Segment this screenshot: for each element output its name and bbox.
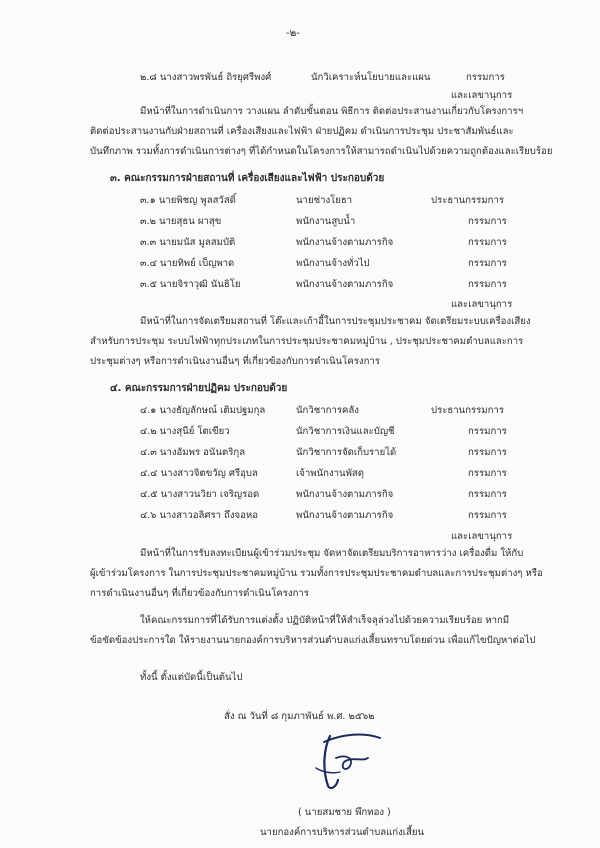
signer-name: ( นายสมชาย พึกทอง ) <box>298 807 391 818</box>
duty-paragraph-3: มีหน้าที่ในการจัดเตรียมสถานที่ โต๊ะและเก้าอี้ในการประชุมประชาคม จัดเตรียมระบบเครื่องเสียง สำหรับการประชุม ระบบไฟฟ้าทุกประเภทในการประชุมประชาคมหมู่บ้าน , ประชุมประชาคมตำบลและการ ประชุมต่างๆ หรือการดำเนินงานอื่นๆ ที่เกี่ยวข้องกับการดำเนินโครงการ <box>90 316 531 367</box>
member-row: ๔.๖ นางสาวอลิศรา ถึงจอหอ พนักงานจ้างตามภารกิจ กรรมการ <box>140 510 507 521</box>
member-role-secretary: และเลขานุการ <box>451 90 513 101</box>
order-date: สั่ง ณ วันที่ ๘ กุมภาพันธ์ พ.ศ. ๒๕๖๒ <box>224 711 375 722</box>
member-row: ๓.๑ นายพิชญ พูลสวัสดิ์ นายช่างโยธา ประธานกรรมการ <box>140 195 504 206</box>
member-row: ๓.๓ นายมนัส มูลสมบัติ พนักงานจ้างตามภารกิจ กรรมการ <box>140 237 507 248</box>
closing-paragraph: ให้คณะกรรมการที่ได้รับการแต่งตั้ง ปฏิบัติหน้าที่ให้สำเร็จลุล่วงไปด้วยความเรียบร้อย หากมี ข้อขัดข้องประการใด ให้รายงานนายกองค์การบริหารส่วนตำบลแก่งเสี้ยนทราบโดยด่วน เพื่อแก้ไขปัญหาต่อไป <box>90 615 536 646</box>
member-position: นักวิเคราะห์นโยบายและแผน <box>311 72 431 83</box>
member-row: ๓.๕ นายจิราวุฒิ นันธิโย พนักงานจ้างตามภารกิจ กรรมการ <box>140 279 507 290</box>
duty-paragraph-2: มีหน้าที่ในการดำเนินการ วางแผน ลำดับขั้นตอน พิธีการ ติดต่อประสานงานเกี่ยวกับโครงการฯ ติดต่อประสานงานกับฝ่ายสถานที่ เครื่องเสียงและไฟฟ้า ฝ่ายปฏิคม ดำเนินการประชุม ประชาสัมพันธ์และ บันทึกภาพ รวมทั้งการดำเนินการต่างๆ ที่ได้กำหนดในโครงการให้สามารถดำเนินไปด้วยความถูกต้องและเรียบร้อย <box>90 106 553 157</box>
section-4-heading: ๔. คณะกรรมการฝ่ายปฏิคม ประกอบด้วย <box>110 383 288 394</box>
member-row: ๔.๑ นางธัญลักษณ์ เติมปฐมกุล นักวิชาการคลัง ประธานกรรมการ <box>140 405 504 416</box>
member-role-secretary: และเลขานุการ <box>451 299 513 310</box>
member-row: ๔.๒ นางสุนีย์ โตเขียว นักวิชาการเงินและบัญชี กรรมการ <box>140 426 507 437</box>
duty-paragraph-4: มีหน้าที่ในการรับลงทะเบียนผู้เข้าร่วมประชุม จัดหาจัดเตรียมบริการอาหารว่าง เครื่องดื่ม ให้กับ ผู้เข้าร่วมโครงการ ในการประชุมประชาคมหมู่บ้าน รวมทั้งการประชุมประชาคมตำบลและการประชุมต่างๆ หรือ การดำเนินงานอื่นๆ ที่เกี่ยวข้องกับการดำเนินโครงการ <box>90 548 543 599</box>
section-3-heading: ๓. คณะกรรมการฝ่ายสถานที่ เครื่องเสียงและไฟฟ้า ประกอบด้วย <box>110 173 385 184</box>
member-row: ๓.๒ นายสุธน ผาสุข พนักงานสูบน้ำ กรรมการ <box>140 216 507 227</box>
member-row: ๔.๔ นางสาวจิตขวัญ ศรีอุบล เจ้าพนักงานพัสดุ กรรมการ <box>140 468 507 479</box>
member-role: กรรมการ <box>466 72 505 83</box>
signature <box>302 728 392 798</box>
member-name: ๒.๘ นางสาวพรพันธ์ ถิรยุศรีพงศ์ <box>140 72 272 83</box>
signer-title: นายกองค์การบริหารส่วนตำบลแก่งเสี้ยน <box>260 827 425 838</box>
member-row: ๓.๔ นายทิพย์ เบ็ญพาด พนักงานจ้างทั่วไป กรรมการ <box>140 258 507 269</box>
effective-statement: ทั้งนี้ ตั้งแต่บัดนี้เป็นต้นไป <box>140 672 243 683</box>
member-row: ๔.๕ นางสาวนวิยา เจริญรอด พนักงานจ้างตามภารกิจ กรรมการ <box>140 489 507 500</box>
member-role-secretary: และเลขานุการ <box>451 531 513 542</box>
member-row-2-8 <box>0 72 600 86</box>
member-row: ๔.๓ นางอัมพร อนันตริกุล นักวิชาการจัดเก็บรายได้ กรรมการ <box>140 447 507 458</box>
page-number: -๒- <box>286 28 300 39</box>
